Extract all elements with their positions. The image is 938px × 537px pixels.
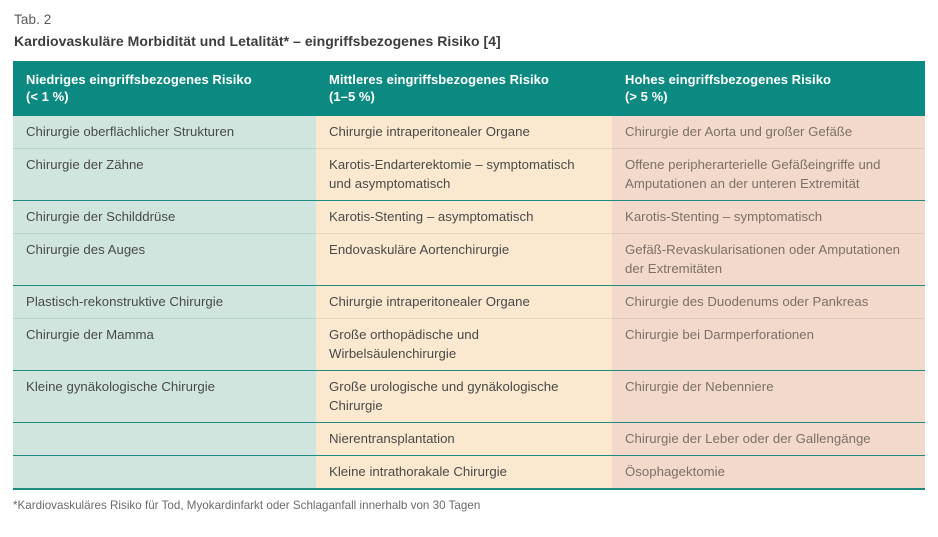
cell-low-risk: Plastisch-rekonstruktive Chirurgie <box>13 286 316 319</box>
column-header-high-risk-range: (> 5 %) <box>625 89 668 104</box>
table-title: Kardiovaskuläre Morbidität und Letalität* – eingriffsbezogenes Risiko [4] <box>14 33 501 49</box>
cell-medium-risk: Große urologische und gynäkologische Chirurgie <box>316 371 612 423</box>
table-header <box>13 61 925 116</box>
figure-caption <box>0 0 938 51</box>
column-header-low-risk-range: (< 1 %) <box>26 89 69 104</box>
table-row <box>13 201 925 234</box>
cell-medium-risk: Nierentransplantation <box>316 423 612 456</box>
table-row <box>13 234 925 286</box>
table-body <box>13 116 925 488</box>
table-row <box>13 423 925 456</box>
cell-medium-risk: Karotis-Endarterektomie – symptomatisch und asymptomatisch <box>316 149 612 201</box>
risk-table <box>13 61 925 488</box>
table-row <box>13 149 925 201</box>
cell-medium-risk: Chirurgie intraperitonealer Organe <box>316 116 612 149</box>
column-header-medium-risk-range: (1–5 %) <box>329 89 375 104</box>
table-bottom-rule <box>13 488 925 490</box>
cell-high-risk: Chirurgie der Aorta und großer Gefäße <box>612 116 925 149</box>
cell-low-risk: Chirurgie des Auges <box>13 234 316 286</box>
cell-medium-risk: Große orthopädische und Wirbelsäulenchirurgie <box>316 319 612 371</box>
cell-medium-risk: Kleine intrathorakale Chirurgie <box>316 456 612 489</box>
cell-high-risk: Karotis-Stenting – symptomatisch <box>612 201 925 234</box>
table-row <box>13 371 925 423</box>
cell-low-risk: Chirurgie der Schilddrüse <box>13 201 316 234</box>
column-header-high-risk <box>612 61 925 116</box>
table-row <box>13 319 925 371</box>
table-header-row <box>13 61 925 116</box>
cell-high-risk: Ösophagektomie <box>612 456 925 489</box>
cell-high-risk: Chirurgie der Nebenniere <box>612 371 925 423</box>
cell-low-risk: Chirurgie oberflächlicher Strukturen <box>13 116 316 149</box>
table-row <box>13 116 925 149</box>
column-header-high-risk-title: Hohes eingriffsbezogenes Risiko <box>625 72 831 87</box>
cell-low-risk <box>13 456 316 489</box>
table-row <box>13 286 925 319</box>
cell-low-risk <box>13 423 316 456</box>
column-header-low-risk-title: Niedriges eingriffsbezogenes Risiko <box>26 72 252 87</box>
cell-high-risk: Offene peripherarterielle Gefäßeingriffe und Amputationen an der unteren Extremität <box>612 149 925 201</box>
cell-low-risk: Chirurgie der Zähne <box>13 149 316 201</box>
table-footnote: *Kardiovaskuläres Risiko für Tod, Myokardinfarkt oder Schlaganfall innerhalb von 30 Tagen <box>13 499 481 512</box>
table-number-label: Tab. 2 <box>14 12 52 27</box>
cell-medium-risk: Chirurgie intraperitonealer Organe <box>316 286 612 319</box>
column-header-low-risk <box>13 61 316 116</box>
column-header-medium-risk-title: Mittleres eingriffsbezogenes Risiko <box>329 72 549 87</box>
column-header-medium-risk <box>316 61 612 116</box>
cell-high-risk: Chirurgie der Leber oder der Gallengänge <box>612 423 925 456</box>
table-row <box>13 456 925 489</box>
cell-high-risk: Chirurgie bei Darmperforationen <box>612 319 925 371</box>
cell-medium-risk: Endovaskuläre Aortenchirurgie <box>316 234 612 286</box>
cell-low-risk: Kleine gynäkologische Chirurgie <box>13 371 316 423</box>
cell-medium-risk: Karotis-Stenting – asymptomatisch <box>316 201 612 234</box>
cell-high-risk: Gefäß-Revaskularisationen oder Amputationen der Extremitäten <box>612 234 925 286</box>
cell-low-risk: Chirurgie der Mamma <box>13 319 316 371</box>
cell-high-risk: Chirurgie des Duodenums oder Pankreas <box>612 286 925 319</box>
risk-table-container <box>13 61 925 488</box>
